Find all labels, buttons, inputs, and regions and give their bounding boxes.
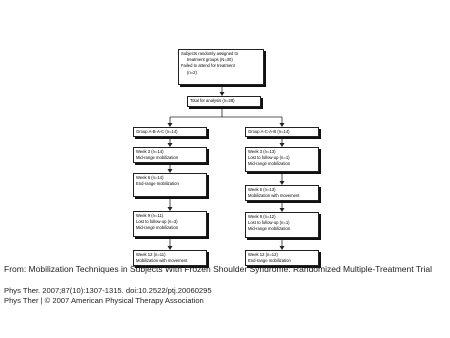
left-week6-box bbox=[133, 173, 207, 197]
right-week9-box bbox=[245, 212, 319, 238]
left-week12-title: Week 12 (n=11) bbox=[136, 252, 166, 257]
enrollment-box bbox=[178, 49, 264, 85]
left-week9-box bbox=[133, 211, 207, 237]
figure-source-title: From: Mobilization Techniques in Subjects With Frozen Shoulder Syndrome: Randomized Multiple-Treatment Trial bbox=[4, 264, 433, 274]
analysis-text: Total for analysis (n=28) bbox=[190, 98, 235, 103]
right-week12-treatment: End-range mobilization bbox=[248, 258, 291, 264]
right-group-label: Group A-C-A-B (n=14) bbox=[248, 129, 290, 134]
right-week3-treatment: Mid-range mobilization bbox=[248, 161, 291, 167]
right-week6-box bbox=[245, 185, 319, 201]
right-group-box bbox=[245, 127, 319, 137]
enrollment-text: Subjects randomly assigned to bbox=[181, 51, 239, 56]
right-week9-treatment: Mid-range mobilization bbox=[248, 226, 291, 232]
left-group-label: Group A-B-A-C (n=14) bbox=[136, 129, 178, 134]
right-week9-title: Week 9 (n=12) bbox=[248, 214, 276, 219]
right-week3-box bbox=[245, 147, 319, 172]
left-week6-title: Week 6 (n=14) bbox=[136, 175, 164, 180]
right-week6-treatment: Mobilization with movement bbox=[248, 193, 300, 199]
enrollment-count: treatment groups (N=30) bbox=[187, 57, 233, 63]
left-week9-treatment: Mid-range mobilization bbox=[136, 225, 179, 231]
right-week3-lost: Lost to follow-up (n=1) bbox=[248, 155, 290, 161]
left-week12-treatment: Mobilization with movement bbox=[136, 258, 188, 264]
left-week3-box bbox=[133, 147, 207, 163]
right-week12-title: Week 12 (n=12) bbox=[248, 252, 278, 257]
left-week6-treatment: End-range mobilization bbox=[136, 181, 179, 187]
excluded-text: Failed to attend for treatment bbox=[181, 63, 235, 69]
excluded-count: (n=2) bbox=[187, 69, 197, 75]
left-week3-title: Week 3 (n=14) bbox=[136, 149, 164, 154]
left-group-box bbox=[133, 127, 207, 137]
right-week9-lost: Lost to follow-up (n=1) bbox=[248, 220, 290, 226]
analysis-box bbox=[187, 96, 261, 107]
figure-citation: Phys Ther. 2007;87(10):1307-1315. doi:10.2522/ptj.20060295 bbox=[4, 286, 212, 295]
left-week9-lost: Lost to follow-up (n=3) bbox=[136, 219, 178, 225]
figure-copyright: Phys Ther | © 2007 American Physical Therapy Association bbox=[4, 296, 204, 305]
left-week3-treatment: Mid-range mobilization bbox=[136, 155, 179, 161]
right-week3-title: Week 3 (n=13) bbox=[248, 149, 276, 154]
left-week9-title: Week 9 (n=11) bbox=[136, 213, 164, 218]
right-week6-title: Week 6 (n=13) bbox=[248, 187, 276, 192]
